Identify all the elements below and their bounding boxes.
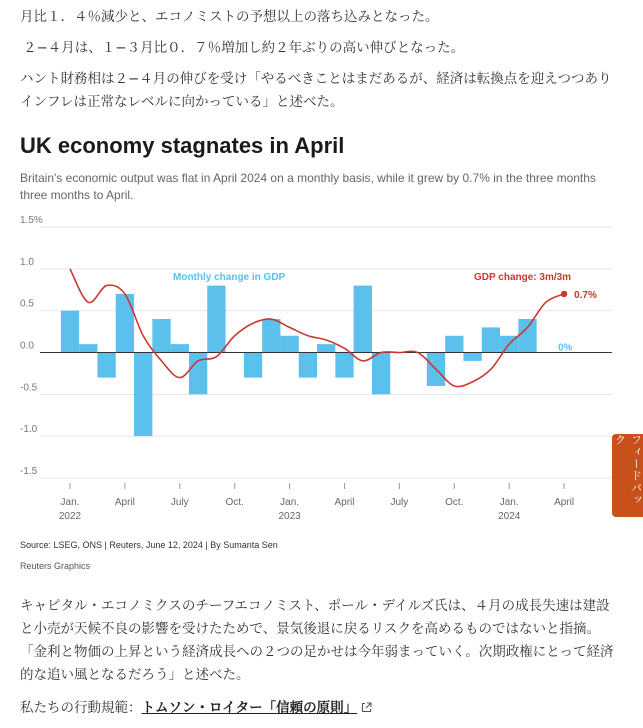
y-tick-label: 0.5: [20, 298, 34, 310]
chart-credit: Reuters Graphics: [20, 561, 91, 571]
x-tick-label: July: [390, 497, 409, 508]
legend-monthly: Monthly change in GDP: [173, 272, 286, 283]
article-paragraph-2: ２−４月は、１−３月比０．７％増加し約２年ぶりの高い伸びとなった。: [23, 40, 465, 56]
y-tick-label: -1.0: [20, 424, 38, 436]
gdp-bar: [116, 294, 134, 353]
y-tick-label: 1.0: [20, 256, 34, 268]
trust-principles-link[interactable]: トムソン・ロイター「信頼の原則」: [141, 700, 358, 716]
gdp-bar: [79, 344, 97, 352]
gdp-bar: [518, 319, 536, 352]
gdp-bar: [445, 336, 463, 353]
x-tick-label: Jan.: [280, 497, 300, 508]
x-tick-label: July: [170, 497, 189, 508]
gdp-bar: [61, 311, 79, 353]
x-tick-label: April: [554, 497, 575, 508]
chart-source: Source: LSEG, ONS | Reuters, June 12, 2024 | By Sumanta Sen: [20, 540, 278, 550]
article-paragraph-4: キャピタル・エコノミクスのチーフエコノミスト、ポール・デイルズ氏は、４月の成長失速は建設と小売が天候不良の影響を受けたためで、景気後退に戻るリスクを高めるものではないと指摘。「金利と物価の上昇という経済成長への２つの足かせは今年弱まっていく。次期政権にとって経済的な追い風となるだろう」と述べた。: [20, 598, 614, 683]
bar-end-label: 0%: [558, 342, 573, 354]
feedback-label: フィードバック: [613, 434, 643, 506]
y-tick-label: -0.5: [20, 382, 38, 394]
x-tick-label: Oct.: [445, 497, 464, 508]
gdp-bar: [97, 353, 115, 378]
chart-subtitle: Britain's economic output was flat in April 2024 on a monthly basis, while it grew by 0.7% in the three months three months to April.: [20, 171, 596, 202]
gdp-bar: [262, 319, 280, 352]
gdp-bar: [244, 353, 262, 378]
gdp-bar: [354, 286, 372, 353]
x-tick-label: Jan.: [60, 497, 80, 508]
y-tick-label: 1.5%: [20, 215, 43, 226]
article-paragraph-3: ハント財務相は２−４月の伸びを受け「やるべきことはまだあるが、経済は転換点を迎えつつありインフレは正常なレベルに向かっている」と述べた。: [20, 71, 612, 110]
code-of-conduct-line: [20, 696, 372, 717]
article-paragraph-1: 月比１．４％減少と、エコノミストの予想以上の落ち込みとなった。: [20, 9, 439, 25]
gdp-bar: [482, 327, 500, 352]
line-end-label: 0.7%: [574, 289, 597, 301]
x-tick-label: Oct.: [225, 497, 244, 508]
gdp-bar: [372, 353, 390, 395]
external-link-icon: [361, 701, 372, 717]
gdp-bar: [463, 353, 481, 361]
gdp-chart: [0, 210, 643, 530]
x-tick-label: April: [114, 497, 135, 508]
x-year-label: 2024: [498, 511, 521, 522]
x-year-label: 2022: [58, 511, 82, 522]
line-end-marker: [561, 291, 567, 297]
gdp-bar: [152, 319, 170, 352]
y-tick-label: 0.0: [20, 340, 34, 352]
gdp-bar: [207, 286, 225, 353]
gdp-bar: [134, 353, 152, 437]
code-prefix: 私たちの行動規範：: [20, 700, 142, 716]
gdp-bar: [280, 336, 298, 353]
feedback-button[interactable]: [612, 434, 643, 517]
x-tick-label: April: [334, 497, 355, 508]
gdp-bar: [335, 353, 353, 378]
x-tick-label: Jan.: [499, 497, 519, 508]
gdp-bar: [171, 344, 189, 352]
legend-three-month: GDP change: 3m/3m: [474, 272, 572, 283]
gdp-bar: [317, 344, 335, 352]
chart-title: UK economy stagnates in April: [20, 133, 345, 158]
y-tick-label: -1.5: [20, 466, 38, 477]
gdp-bar: [299, 353, 317, 378]
x-year-label: 2023: [278, 511, 301, 522]
